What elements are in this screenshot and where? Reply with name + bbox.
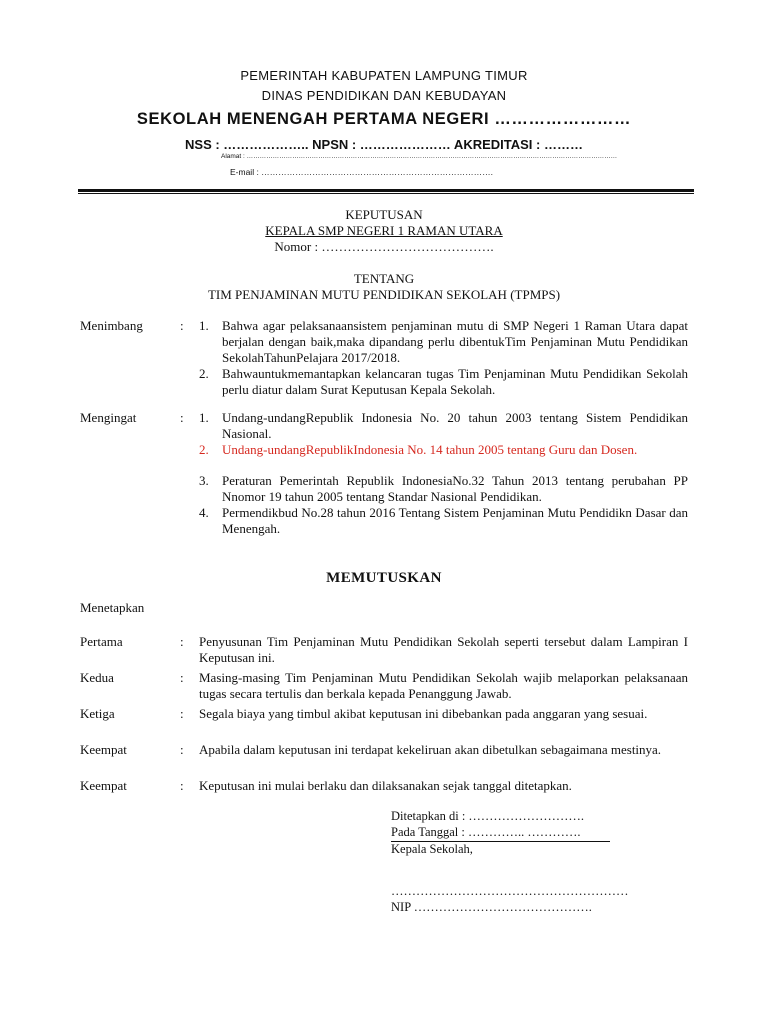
decision-label: Kedua — [80, 670, 114, 685]
letterhead-rule-thick — [78, 189, 694, 192]
mengingat-label: Mengingat — [80, 410, 137, 425]
decision-text: Masing-masing Tim Penjaminan Mutu Pendidikan Sekolah wajib melaporkan pelaksanaan tugas secara tertulis dan berkala kepada Penanggung Jawab. — [199, 670, 688, 701]
title-subject: TIM PENJAMINAN MUTU PENDIDIKAN SEKOLAH (TPMPS) — [207, 287, 561, 302]
header-email: E-mail : ………………………………………………………………………. — [230, 167, 494, 177]
decision-text: Penyusunan Tim Penjaminan Mutu Pendidikan Sekolah seperti tersebut dalam Lampiran I Keputusan ini. — [199, 634, 688, 665]
signature-ditetapkan: Ditetapkan di : ………………………. — [391, 809, 585, 823]
mengingat-item-2-num: 2. — [199, 442, 209, 457]
header-government: PEMERINTAH KABUPATEN LAMPUNG TIMUR — [240, 68, 528, 83]
letterhead-rule-thin — [78, 193, 694, 194]
decision-colon: : — [180, 742, 184, 757]
menimbang-item-2-num: 2. — [199, 366, 209, 381]
header-identifiers: NSS : ……………….. NPSN : ………………… AKREDITASI : ……… — [185, 137, 583, 152]
signature-kepala: Kepala Sekolah, — [391, 842, 473, 856]
mengingat-item-4-num: 4. — [199, 505, 209, 520]
mengingat-item-3-num: 3. — [199, 473, 209, 488]
decision-label: Ketiga — [80, 706, 115, 721]
header-school-name: SEKOLAH MENENGAH PERTAMA NEGERI …………………… — [136, 110, 632, 128]
header-address: Alamat : ……………………………………………………………………………………………………………………………………………………… — [221, 153, 618, 160]
mengingat-item-1: Undang-undangRepublik Indonesia No. 20 tahun 2003 tentang Sistem Pendidikan Nasional. — [222, 410, 688, 441]
decision-label: Pertama — [80, 634, 123, 649]
signature-name-line: ………………………………………………… — [391, 884, 629, 898]
menimbang-colon: : — [180, 318, 184, 333]
decision-colon: : — [180, 670, 184, 685]
mengingat-item-3: Peraturan Pemerintah Republik IndonesiaNo.32 Tahun 2013 tentang perubahan PP Nnomor 19 tahun 2005 tentang Standar Nasional Pendidikan. — [222, 473, 688, 504]
mengingat-item-4: Permendikbud No.28 tahun 2016 Tentang Sistem Penjaminan Mutu Pendidikn Dasar dan Menengah. — [222, 505, 688, 536]
decision-colon: : — [180, 778, 184, 793]
decision-text: Segala biaya yang timbul akibat keputusan ini dibebankan pada anggaran yang sesuai. — [199, 706, 648, 721]
title-tentang: TENTANG — [353, 271, 415, 286]
decision-label: Keempat — [80, 742, 127, 757]
menimbang-label: Menimbang — [80, 318, 143, 333]
signature-tanggal: Pada Tanggal : ………….. …………. — [391, 825, 581, 839]
mengingat-item-2: Undang-undangRepublikIndonesia No. 14 tahun 2005 tentang Guru dan Dosen. — [222, 442, 638, 457]
title-kepala: KEPALA SMP NEGERI 1 RAMAN UTARA — [265, 223, 503, 238]
title-nomor: Nomor : …………………………………. — [274, 239, 494, 254]
decision-label: Keempat — [80, 778, 127, 793]
signature-nip: NIP ……………………………………. — [391, 900, 592, 914]
menetapkan-label: Menetapkan — [80, 600, 145, 615]
decision-text: Apabila dalam keputusan ini terdapat kekeliruan akan dibetulkan sebagaimana mestinya. — [199, 742, 662, 757]
decision-text: Keputusan ini mulai berlaku dan dilaksanakan sejak tanggal ditetapkan. — [199, 778, 572, 793]
menimbang-item-2: Bahwauntukmemantapkan kelancaran tugas Tim Penjaminan Mutu Pendidikan Sekolah perlu diatur dalam Surat Keputusan Kepala Sekolah. — [222, 366, 688, 397]
heading-memutuskan: MEMUTUSKAN — [326, 570, 442, 586]
mengingat-item-1-num: 1. — [199, 410, 209, 425]
mengingat-colon: : — [180, 410, 184, 425]
title-keputusan: KEPUTUSAN — [345, 207, 423, 222]
decision-colon: : — [180, 706, 184, 721]
decision-colon: : — [180, 634, 184, 649]
menimbang-item-1: Bahwa agar pelaksanaansistem penjaminan mutu di SMP Negeri 1 Raman Utara dapat berjalan dengan baik,maka dipandang perlu dibentukTim Penjaminan Mutu Pendidikan SekolahTahunPelajara 2017/2018. — [222, 318, 688, 365]
menimbang-item-1-num: 1. — [199, 318, 209, 333]
header-department: DINAS PENDIDIKAN DAN KEBUDAYAN — [261, 88, 507, 103]
